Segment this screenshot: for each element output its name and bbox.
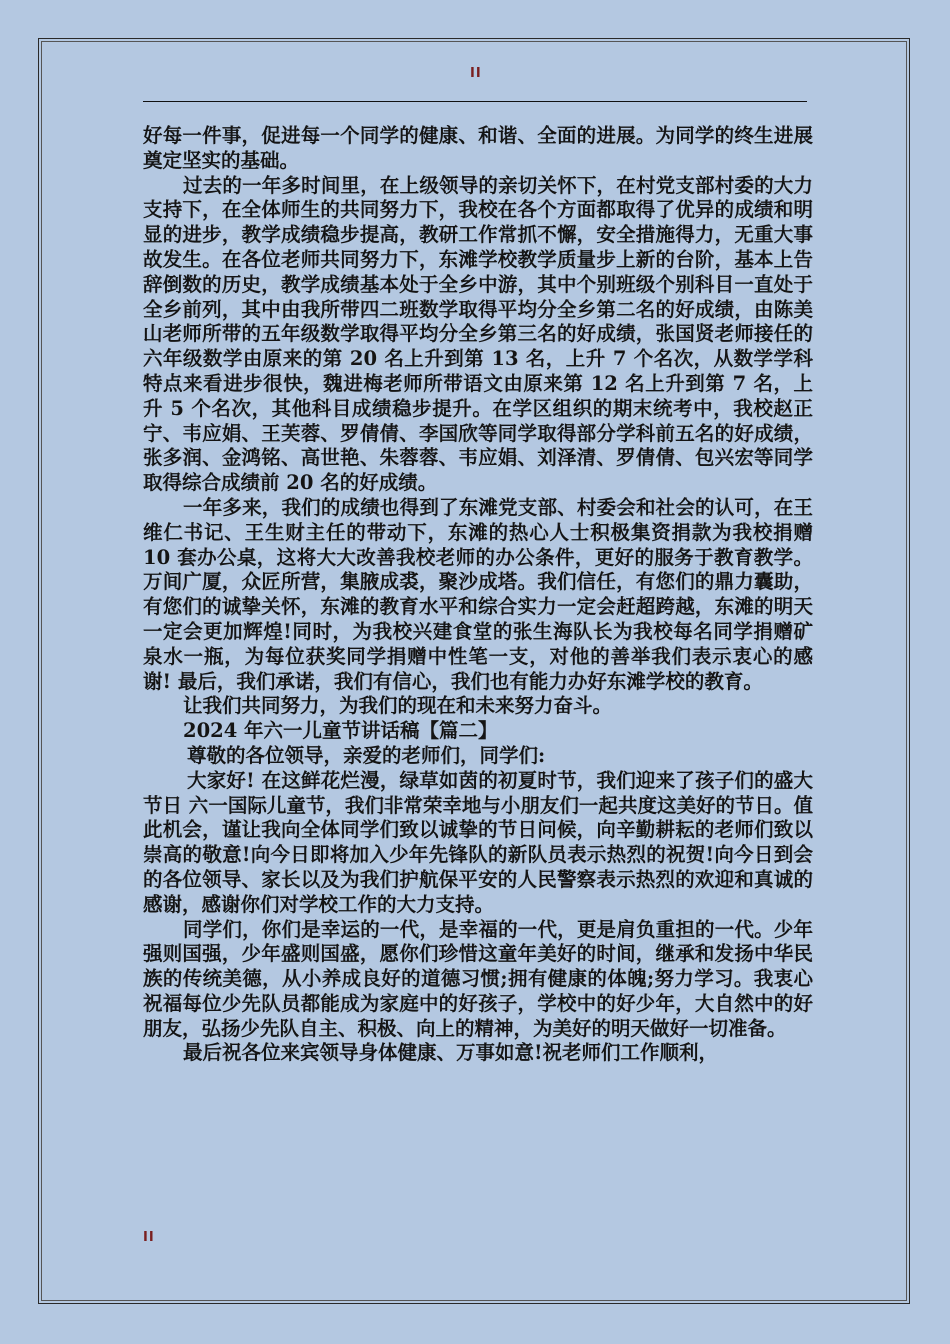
salutation: 尊敬的各位领导，亲爱的老师们，同学们:	[187, 743, 546, 767]
paragraph-acknowledgement: 一年多来，我们的成绩也得到了东滩党支部、村委会和社会的认可，在王维仁书记、王生财主任的带动下，东滩的热心人士积极集资捐款为我校捐赠 10 套办公桌，这将大大改善我校老师的办公条件，更好的服务于教育教学。万间广厦，众匠所营，集腋成裘，聚沙成塔。我们信任，有您们的鼎力囊助，有您们的诚挚关怀，东滩的教育水平和综合实力一定会赶超跨越，东滩的明天一定会更加辉煌!同时，为我校兴建食堂的张生海队长为我校每名同学捐赠矿泉水一瓶，为每位获奖同学捐赠中性笔一支，对他的善举我们表示衷心的感谢! 最后，我们承诺，我们有信心，我们也有能力办好东滩学校的教育。	[143, 495, 813, 693]
document-body	[143, 124, 813, 1066]
paragraph-encouragement: 同学们，你们是幸运的一代，是幸福的一代，更是肩负重担的一代。少年强则国强，少年盛则国盛，愿你们珍惜这童年美好的时间，继承和发扬中华民族的传统美德，从小养成良好的道德习惯;拥有健康的体魄;努力学习。我衷心祝福每位少先队员都能成为家庭中的好孩子，学校中的好少年，大自然中的好朋友，弘扬少先队自主、积极、向上的精神，为美好的明天做好一切准备。	[143, 917, 813, 1040]
paragraph-closing-call: 让我们共同努力，为我们的现在和未来努力奋斗。	[183, 694, 613, 718]
header-divider	[143, 101, 807, 102]
paragraph-achievements: 过去的一年多时间里，在上级领导的亲切关怀下，在村党支部村委的大力支持下，在全体师生的共同努力下，我校在各个方面都取得了优异的成绩和明显的进步，教学成绩稳步提高，教研工作常抓不懈，安全措施得力，无重大事故发生。在各位老师共同努力下，东滩学校教学质量步上新的台阶，基本上告辞倒数的历史，教学成绩基本处于全乡中游，其中个别班级个别科目一直处于全乡前列，其中由我所带四二班数学取得平均分全乡第二名的好成绩，由陈美山老师所带的五年级数学取得平均分全乡第三名的好成绩，张国贤老师接任的六年级数学由原来的第 20 名上升到第 13 名，上升 7 个名次，从数学学科特点来看进步很快，魏进梅老师所带语文由原来第 12 名上升到第 7 名，上升 5 个名次，其他科目成绩稳步提升。在学区组织的期末统考中，我校赵正宁、韦应娟、王芙蓉、罗倩倩、李国欣等同学取得部分学科前五名的好成绩，张多润、金鸿铭、高世艳、朱蓉蓉、韦应娟、刘泽清、罗倩倩、包兴宏等同学取得综合成绩前 20 名的好成绩。	[143, 173, 813, 495]
paragraph-greeting: 大家好! 在这鲜花烂漫，绿草如茵的初夏时节，我们迎来了孩子们的盛大节日 六一国际儿童节，我们非常荣幸地与小朋友们一起共度这美好的节日。值此机会，谨让我向全体同学们致以诚挚的节日问候，向辛勤耕耘的老师们致以崇高的敬意!向今日即将加入少年先锋队的新队员表示热烈的祝贺!向今日到会的各位领导、家长以及为我们护航保平安的人民警察表示热烈的欢迎和真诚的感谢，感谢你们对学校工作的大力支持。	[143, 768, 813, 916]
footer-page-mark: II	[143, 1230, 155, 1245]
paragraph-continuation: 好每一件事，促进每一个同学的健康、和谐、全面的进展。为同学的终生进展奠定坚实的基础。	[143, 124, 813, 172]
header-page-mark: II	[470, 66, 482, 81]
paragraph-final-wishes: 最后祝各位来宾领导身体健康、万事如意!祝老师们工作顺利，	[183, 1041, 719, 1065]
section-heading: 2024 年六一儿童节讲话稿【篇二】	[183, 719, 498, 743]
